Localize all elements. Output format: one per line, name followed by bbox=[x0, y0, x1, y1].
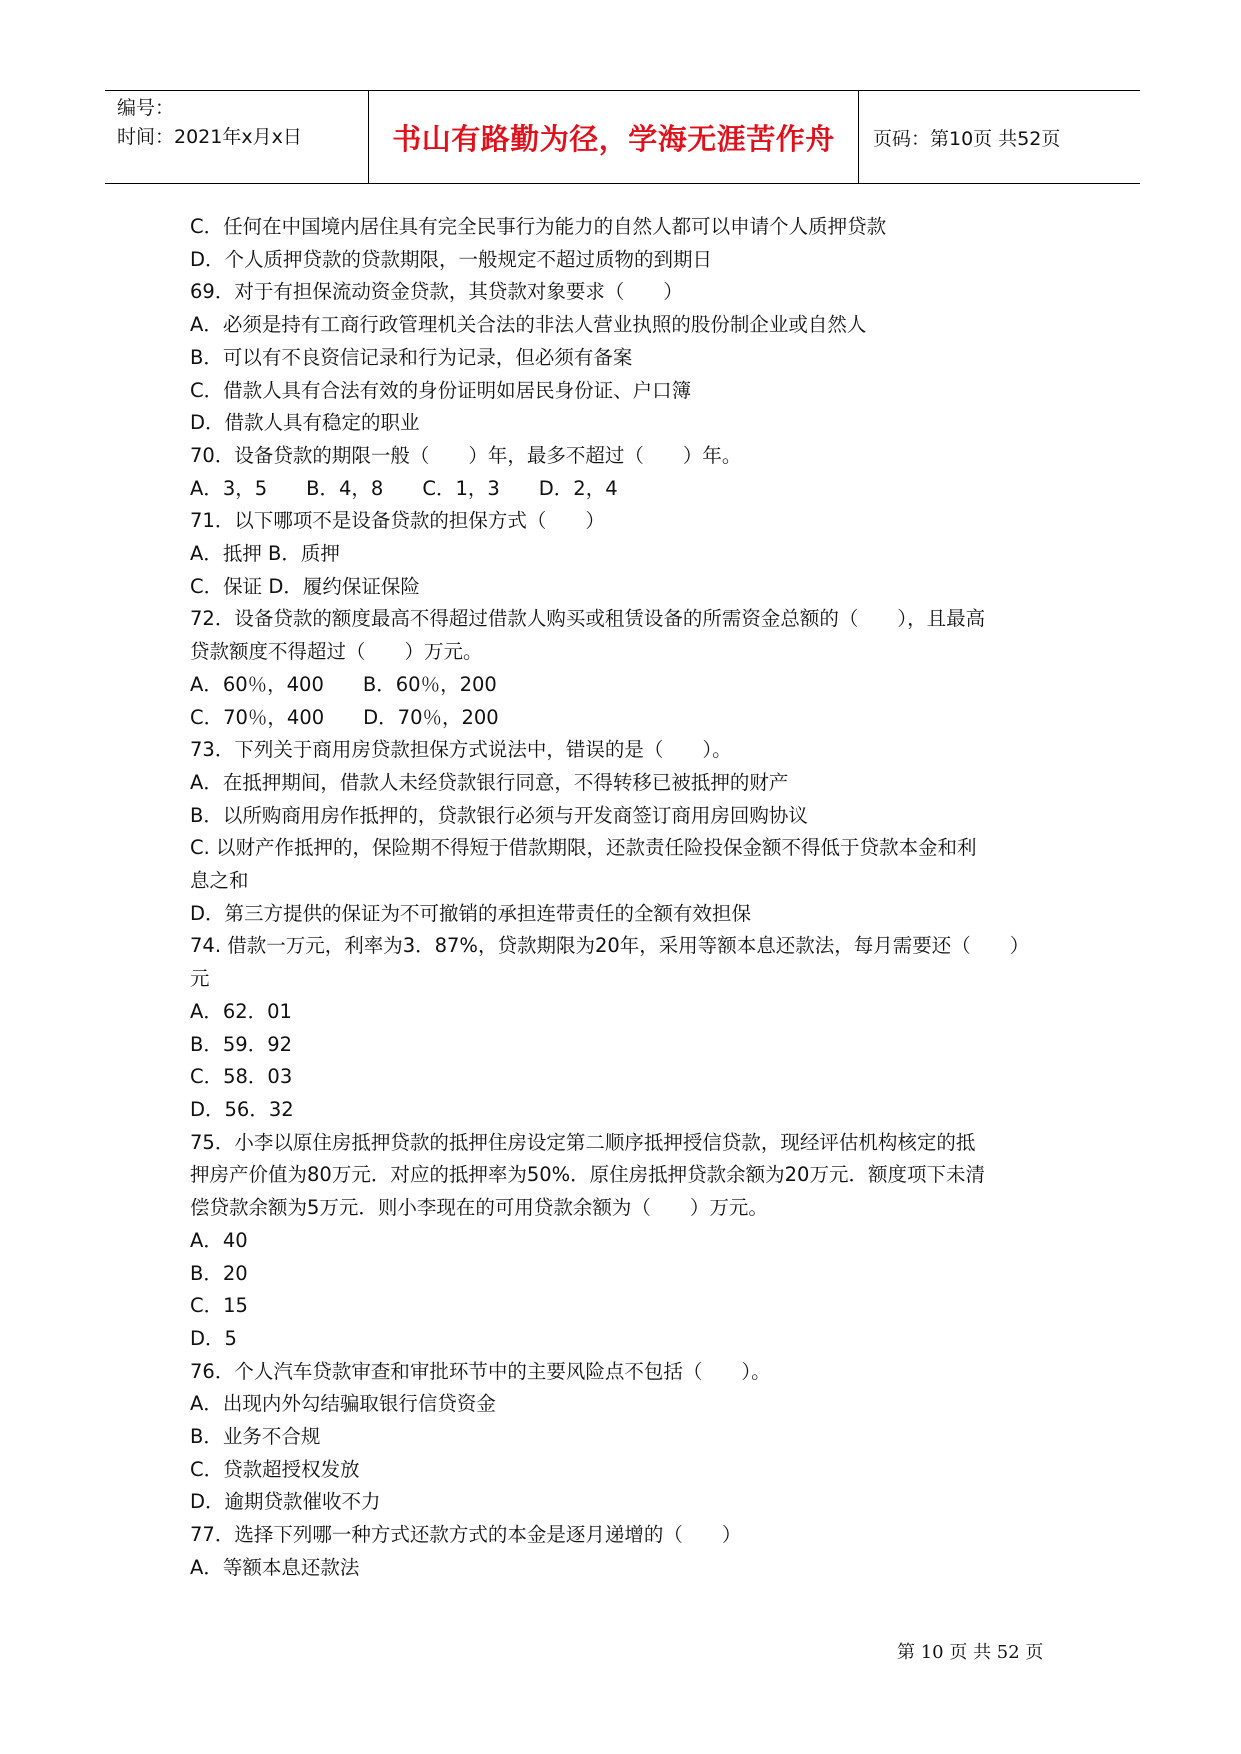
text-line: B．以所购商用房作抵押的，贷款银行必须与开发商签订商用房回购协议 bbox=[190, 803, 808, 827]
text-line: 74. 借款一万元，利率为3．87%，贷款期限为20年，采用等额本息还款法，每月需要还（ ） bbox=[190, 934, 1030, 958]
text-line: 73．下列关于商用房贷款担保方式说法中，错误的是（ ）。 bbox=[190, 738, 732, 762]
text-line: A．等额本息还款法 bbox=[190, 1555, 360, 1579]
text-line: C．借款人具有合法有效的身份证明如居民身份证、户口簿 bbox=[190, 378, 692, 402]
text-line: C．贷款超授权发放 bbox=[190, 1457, 360, 1481]
text-line: 元 bbox=[190, 967, 210, 991]
text-line: 77．选择下列哪一种方式还款方式的本金是逐月递增的（ ） bbox=[190, 1523, 742, 1547]
text-line: 押房产价值为80万元．对应的抵押率为50%．原住房抵押贷款余额为20万元．额度项下未清 bbox=[190, 1163, 985, 1187]
text-line: A．抵押 B．质押 bbox=[190, 542, 340, 566]
text-line: D．第三方提供的保证为不可撤销的承担连带责任的全额有效担保 bbox=[190, 901, 752, 925]
text-line: C．15 bbox=[190, 1294, 248, 1318]
text-line: A．出现内外勾结骗取银行信贷资金 bbox=[190, 1392, 496, 1416]
text-line: 偿贷款余额为5万元．则小李现在的可用贷款余额为（ ）万元。 bbox=[190, 1196, 768, 1220]
text-line: C．任何在中国境内居住具有完全民事行为能力的自然人都可以申请个人质押贷款 bbox=[190, 215, 887, 238]
text-line: A．必须是持有工商行政管理机关合法的非法人营业执照的股份制企业或自然人 bbox=[190, 313, 867, 337]
header-meta bbox=[105, 91, 369, 183]
text-line: 75．小李以原住房抵押贷款的抵押住房设定第二顺序抵押授信贷款，现经评估机构核定的抵 bbox=[190, 1130, 976, 1154]
text-line: A．60％，400 B．60％，200 bbox=[190, 672, 497, 696]
text-line: A．62．01 bbox=[190, 999, 292, 1023]
header-page-cell bbox=[859, 91, 1140, 183]
text-line: C. 以财产作抵押的，保险期不得短于借款期限，还款责任险投保金额不得低于贷款本金和利 bbox=[190, 836, 977, 860]
document-time: 时间：2021年x月x日 bbox=[117, 126, 302, 148]
text-line: 76．个人汽车贷款审查和审批环节中的主要风险点不包括（ ）。 bbox=[190, 1359, 771, 1383]
text-line: D．56．32 bbox=[190, 1097, 294, 1121]
text-line: 息之和 bbox=[190, 869, 249, 893]
text-line: B．可以有不良资信记录和行为记录，但必须有备案 bbox=[190, 345, 633, 369]
motto-text: 书山有路勤为径，学海无涯苦作舟 bbox=[392, 121, 835, 156]
text-line: D．5 bbox=[190, 1326, 237, 1350]
question-body bbox=[190, 211, 1075, 1585]
text-line: A．40 bbox=[190, 1228, 248, 1252]
text-line: D．个人质押贷款的贷款期限，一般规定不超过质物的到期日 bbox=[190, 247, 713, 271]
text-line: A．3，5 B．4，8 C．1，3 D．2，4 bbox=[190, 476, 618, 500]
text-line: B．业务不合规 bbox=[190, 1425, 321, 1449]
text-line: 71．以下哪项不是设备贷款的担保方式（ ） bbox=[190, 509, 605, 533]
text-line: 70．设备贷款的期限一般（ ）年，最多不超过（ ）年。 bbox=[190, 443, 742, 467]
text-line: D．借款人具有稳定的职业 bbox=[190, 411, 420, 435]
text-line: 贷款额度不得超过（ ）万元。 bbox=[190, 640, 483, 664]
text-line: 69．对于有担保流动资金贷款，其贷款对象要求（ ） bbox=[190, 280, 683, 304]
page-header bbox=[105, 90, 1140, 184]
text-line: C．58．03 bbox=[190, 1065, 293, 1089]
text-line: C．保证 D．履约保证保险 bbox=[190, 574, 420, 598]
header-page-info: 页码：第10页 共52页 bbox=[873, 127, 1061, 150]
text-line: A．在抵押期间，借款人未经贷款银行同意，不得转移已被抵押的财产 bbox=[190, 770, 789, 794]
text-line: B．20 bbox=[190, 1261, 248, 1285]
document-number-label: 编号： bbox=[117, 97, 175, 119]
header-motto-cell bbox=[369, 91, 859, 183]
text-line: B．59．92 bbox=[190, 1032, 293, 1056]
text-line: D．逾期贷款催收不力 bbox=[190, 1490, 381, 1514]
text-line: C．70％，400 D．70％，200 bbox=[190, 705, 499, 729]
page-footer: 第 10 页 共 52 页 bbox=[897, 1642, 1044, 1663]
text-line: 72．设备贷款的额度最高不得超过借款人购买或租赁设备的所需资金总额的（ ），且最高 bbox=[190, 607, 986, 631]
